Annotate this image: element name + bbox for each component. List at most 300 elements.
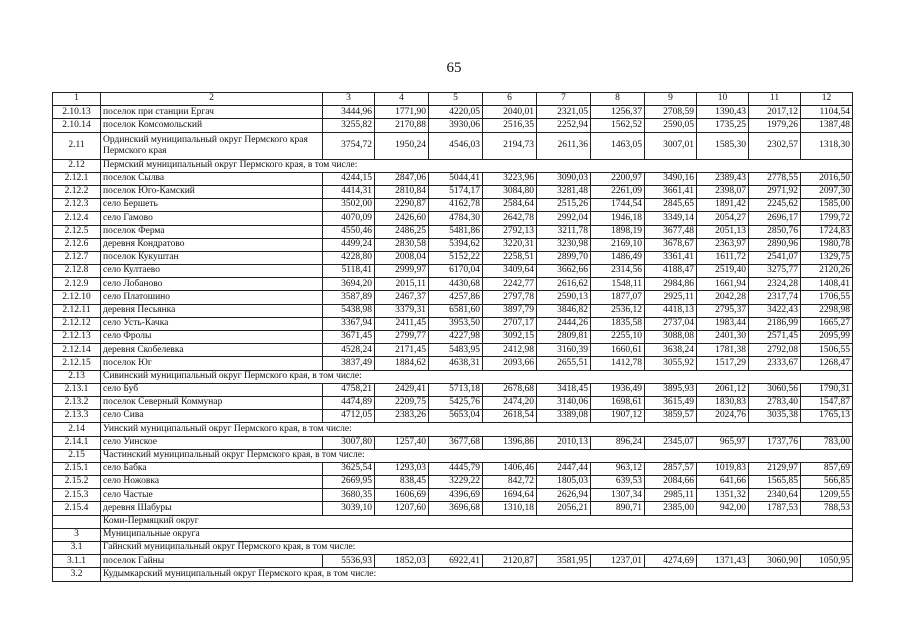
value-cell: 3615,49 (645, 396, 697, 409)
value-cell: 2015,11 (375, 278, 429, 291)
value-cell: 2696,17 (749, 212, 801, 225)
row-code-cell: 3.1 (53, 542, 101, 555)
value-cell: 2474,20 (483, 396, 537, 409)
value-cell: 4257,86 (429, 291, 483, 304)
table-row (53, 344, 853, 357)
value-cell: 1050,95 (801, 555, 853, 568)
value-cell: 2324,28 (749, 278, 801, 291)
value-cell: 2669,95 (323, 476, 375, 489)
value-cell: 3754,72 (323, 132, 375, 159)
table-row (53, 462, 853, 475)
value-cell: 942,00 (697, 502, 749, 515)
value-cell: 2707,17 (483, 317, 537, 330)
row-code-cell: 2.13.3 (53, 410, 101, 423)
value-cell: 3422,43 (749, 304, 801, 317)
table-row (53, 476, 853, 489)
value-cell: 2389,43 (697, 172, 749, 185)
row-code-cell: 2.12.14 (53, 344, 101, 357)
header-cell: 6 (483, 93, 537, 106)
value-cell: 2778,55 (749, 172, 801, 185)
settlement-name-cell (101, 132, 323, 159)
value-cell: 3349,14 (645, 212, 697, 225)
value-cell: 2340,64 (749, 489, 801, 502)
value-cell: 2899,70 (537, 251, 591, 264)
value-cell: 1765,13 (801, 410, 853, 423)
table-row (53, 331, 853, 344)
table-row (53, 185, 853, 198)
section-row (53, 449, 853, 462)
value-cell: 2008,04 (375, 251, 429, 264)
value-cell: 4244,15 (323, 172, 375, 185)
value-cell: 2429,41 (375, 383, 429, 396)
value-cell: 1950,24 (375, 132, 429, 159)
value-cell: 2737,04 (645, 317, 697, 330)
table-row (53, 119, 853, 132)
section-title-cell: Кудымкарский муниципальный округ Пермского края, в том числе: (101, 568, 853, 581)
value-cell: 2252,94 (537, 119, 591, 132)
row-code-cell: 3.1.1 (53, 555, 101, 568)
value-cell: 5174,17 (429, 185, 483, 198)
value-cell: 1387,48 (801, 119, 853, 132)
value-cell: 3275,77 (749, 265, 801, 278)
value-cell: 3090,03 (537, 172, 591, 185)
row-code-cell: 2.12.15 (53, 357, 101, 370)
value-cell: 2345,07 (645, 436, 697, 449)
value-cell: 2999,97 (375, 265, 429, 278)
settlement-name-cell: деревня Скобелевка (101, 344, 323, 357)
value-cell: 1983,44 (697, 317, 749, 330)
value-cell: 1790,31 (801, 383, 853, 396)
value-cell: 566,85 (801, 476, 853, 489)
row-code-cell: 2.15.3 (53, 489, 101, 502)
value-cell: 2383,26 (375, 410, 429, 423)
section-row (53, 515, 853, 528)
value-cell: 1547,87 (801, 396, 853, 409)
value-cell: 1548,11 (591, 278, 645, 291)
value-cell: 2678,68 (483, 383, 537, 396)
value-cell: 3897,79 (483, 304, 537, 317)
value-cell: 2486,25 (375, 225, 429, 238)
value-cell: 2792,13 (483, 225, 537, 238)
value-cell: 1585,00 (801, 199, 853, 212)
value-cell: 1891,42 (697, 199, 749, 212)
row-code-cell: 2.13.1 (53, 383, 101, 396)
row-code-cell: 2.15.4 (53, 502, 101, 515)
value-cell: 1517,29 (697, 357, 749, 370)
value-cell: 2084,66 (645, 476, 697, 489)
settlement-name-cell: село Бабка (101, 462, 323, 475)
value-cell: 1805,03 (537, 476, 591, 489)
value-cell: 2120,26 (801, 265, 853, 278)
value-cell: 1694,64 (483, 489, 537, 502)
value-cell: 3229,22 (429, 476, 483, 489)
value-cell: 2010,13 (537, 436, 591, 449)
value-cell: 5152,22 (429, 251, 483, 264)
value-cell: 2616,62 (537, 278, 591, 291)
value-cell: 4758,21 (323, 383, 375, 396)
value-cell: 2040,01 (483, 106, 537, 119)
value-cell: 3140,06 (537, 396, 591, 409)
row-code-cell: 2.13 (53, 370, 101, 383)
value-cell: 3671,45 (323, 331, 375, 344)
value-cell: 3678,67 (645, 238, 697, 251)
settlement-name-cell: село Култаево (101, 265, 323, 278)
value-cell: 2095,99 (801, 331, 853, 344)
section-row (53, 568, 853, 581)
value-cell: 2321,05 (537, 106, 591, 119)
value-cell: 2333,67 (749, 357, 801, 370)
value-cell: 1980,78 (801, 238, 853, 251)
value-cell: 2411,45 (375, 317, 429, 330)
row-code-cell: 2.12.8 (53, 265, 101, 278)
value-cell: 4228,80 (323, 251, 375, 264)
table-row (53, 291, 853, 304)
settlement-name-cell: село Фролы (101, 331, 323, 344)
value-cell: 3092,15 (483, 331, 537, 344)
value-cell: 1898,19 (591, 225, 645, 238)
value-cell: 1835,58 (591, 317, 645, 330)
value-cell: 2255,10 (591, 331, 645, 344)
value-cell: 838,45 (375, 476, 429, 489)
value-cell: 3837,49 (323, 357, 375, 370)
row-code-cell: 2.12.11 (53, 304, 101, 317)
value-cell: 1562,52 (591, 119, 645, 132)
table-row (53, 251, 853, 264)
section-title-cell: Муниципальные округа (101, 528, 853, 541)
value-cell: 3677,68 (429, 436, 483, 449)
value-cell: 1706,55 (801, 291, 853, 304)
row-code-cell: 2.12.10 (53, 291, 101, 304)
value-cell: 1406,46 (483, 462, 537, 475)
value-cell: 783,00 (801, 436, 853, 449)
value-cell: 3696,68 (429, 502, 483, 515)
value-cell: 2590,13 (537, 291, 591, 304)
row-code-cell: 2.14 (53, 423, 101, 436)
value-cell: 857,69 (801, 462, 853, 475)
header-cell: 10 (697, 93, 749, 106)
settlement-name-cell: поселок Северный Коммунар (101, 396, 323, 409)
row-code-cell: 2.12.5 (53, 225, 101, 238)
table-row (53, 436, 853, 449)
section-row (53, 542, 853, 555)
header-cell: 3 (323, 93, 375, 106)
value-cell: 1735,25 (697, 119, 749, 132)
value-cell: 3223,96 (483, 172, 537, 185)
settlement-name-cell: поселок Кукуштан (101, 251, 323, 264)
value-cell: 3502,00 (323, 199, 375, 212)
value-cell: 4418,13 (645, 304, 697, 317)
table-row (53, 199, 853, 212)
table-row (53, 172, 853, 185)
value-cell: 2186,99 (749, 317, 801, 330)
table-header-row (53, 93, 853, 106)
value-cell: 963,12 (591, 462, 645, 475)
value-cell: 2611,36 (537, 132, 591, 159)
value-cell: 3361,41 (645, 251, 697, 264)
value-cell: 4274,69 (645, 555, 697, 568)
value-cell: 1307,34 (591, 489, 645, 502)
value-cell: 3389,08 (537, 410, 591, 423)
value-cell: 2298,98 (801, 304, 853, 317)
row-code-cell: 2.12.12 (53, 317, 101, 330)
value-cell: 2992,04 (537, 212, 591, 225)
value-cell: 2642,78 (483, 212, 537, 225)
value-cell: 1877,07 (591, 291, 645, 304)
header-cell: 7 (537, 93, 591, 106)
value-cell: 2444,26 (537, 317, 591, 330)
value-cell: 3084,80 (483, 185, 537, 198)
value-cell: 2708,59 (645, 106, 697, 119)
value-cell: 2258,51 (483, 251, 537, 264)
value-cell: 1698,61 (591, 396, 645, 409)
value-cell: 2655,51 (537, 357, 591, 370)
value-cell: 2792,08 (749, 344, 801, 357)
settlement-name-cell: поселок Комсомольский (101, 119, 323, 132)
value-cell: 3490,16 (645, 172, 697, 185)
value-cell: 1412,78 (591, 357, 645, 370)
value-cell: 1737,76 (749, 436, 801, 449)
value-cell: 2799,77 (375, 331, 429, 344)
settlement-name-cell: село Буб (101, 383, 323, 396)
value-cell: 2017,12 (749, 106, 801, 119)
value-cell: 1408,41 (801, 278, 853, 291)
value-cell: 2515,26 (537, 199, 591, 212)
value-cell: 1486,49 (591, 251, 645, 264)
value-cell: 1771,90 (375, 106, 429, 119)
table-row (53, 410, 853, 423)
value-cell: 2516,35 (483, 119, 537, 132)
value-cell: 2857,57 (645, 462, 697, 475)
value-cell: 1019,83 (697, 462, 749, 475)
value-cell: 2245,62 (749, 199, 801, 212)
value-cell: 3255,82 (323, 119, 375, 132)
table-row (53, 225, 853, 238)
value-cell: 2590,05 (645, 119, 697, 132)
value-cell: 1852,03 (375, 555, 429, 568)
value-cell: 2401,30 (697, 331, 749, 344)
value-cell: 3662,66 (537, 265, 591, 278)
value-cell: 2314,56 (591, 265, 645, 278)
value-cell: 1830,83 (697, 396, 749, 409)
value-cell: 4162,78 (429, 199, 483, 212)
header-cell: 5 (429, 93, 483, 106)
value-cell: 3211,78 (537, 225, 591, 238)
value-cell: 1396,86 (483, 436, 537, 449)
value-cell: 2261,09 (591, 185, 645, 198)
value-cell: 5118,41 (323, 265, 375, 278)
value-cell: 6170,04 (429, 265, 483, 278)
value-cell: 2795,37 (697, 304, 749, 317)
value-cell: 3694,20 (323, 278, 375, 291)
value-cell: 2317,74 (749, 291, 801, 304)
row-code-cell: 2.12.9 (53, 278, 101, 291)
value-cell: 1799,72 (801, 212, 853, 225)
value-cell: 1104,54 (801, 106, 853, 119)
value-cell: 1256,37 (591, 106, 645, 119)
value-cell: 2242,77 (483, 278, 537, 291)
row-code-cell (53, 515, 101, 528)
value-cell: 2385,00 (645, 502, 697, 515)
value-cell: 2541,07 (749, 251, 801, 264)
value-cell: 3035,38 (749, 410, 801, 423)
table-row (53, 383, 853, 396)
row-code-cell: 2.12 (53, 159, 101, 172)
value-cell: 1310,18 (483, 502, 537, 515)
value-cell: 4227,98 (429, 331, 483, 344)
table-row (53, 106, 853, 119)
value-cell: 1724,83 (801, 225, 853, 238)
value-cell: 890,71 (591, 502, 645, 515)
value-cell: 3661,41 (645, 185, 697, 198)
value-cell: 3895,93 (645, 383, 697, 396)
value-cell: 2412,98 (483, 344, 537, 357)
table-row (53, 265, 853, 278)
value-cell: 1781,38 (697, 344, 749, 357)
value-cell: 5536,93 (323, 555, 375, 568)
value-cell: 3409,64 (483, 265, 537, 278)
value-cell: 2783,40 (749, 396, 801, 409)
value-cell: 2985,11 (645, 489, 697, 502)
value-cell: 4430,68 (429, 278, 483, 291)
value-cell: 1318,30 (801, 132, 853, 159)
row-code-cell: 2.12.4 (53, 212, 101, 225)
header-cell: 8 (591, 93, 645, 106)
value-cell: 1209,55 (801, 489, 853, 502)
value-cell: 3859,57 (645, 410, 697, 423)
value-cell: 1606,69 (375, 489, 429, 502)
value-cell: 4528,24 (323, 344, 375, 357)
value-cell: 3638,24 (645, 344, 697, 357)
value-cell: 3444,96 (323, 106, 375, 119)
row-code-cell: 2.14.1 (53, 436, 101, 449)
value-cell: 4499,24 (323, 238, 375, 251)
value-cell: 2398,07 (697, 185, 749, 198)
value-cell: 1293,03 (375, 462, 429, 475)
value-cell: 4414,31 (323, 185, 375, 198)
value-cell: 1946,18 (591, 212, 645, 225)
value-cell: 2519,40 (697, 265, 749, 278)
value-cell: 2097,30 (801, 185, 853, 198)
value-cell: 5481,86 (429, 225, 483, 238)
row-code-cell: 2.15.1 (53, 462, 101, 475)
table-row (53, 278, 853, 291)
value-cell: 1351,32 (697, 489, 749, 502)
table-row (53, 132, 853, 159)
table-row (53, 555, 853, 568)
settlement-name-cell: поселок Гайны (101, 555, 323, 568)
value-cell: 2536,12 (591, 304, 645, 317)
row-code-cell: 2.15 (53, 449, 101, 462)
value-cell: 2200,97 (591, 172, 645, 185)
table-row (53, 212, 853, 225)
row-code-cell: 2.10.13 (53, 106, 101, 119)
value-cell: 2584,64 (483, 199, 537, 212)
value-cell: 2850,76 (749, 225, 801, 238)
value-cell: 3230,98 (537, 238, 591, 251)
row-code-cell: 2.12.7 (53, 251, 101, 264)
value-cell: 1661,94 (697, 278, 749, 291)
value-cell: 1611,72 (697, 251, 749, 264)
value-cell: 1268,47 (801, 357, 853, 370)
value-cell: 1329,75 (801, 251, 853, 264)
settlement-name-cell: поселок Юг (101, 357, 323, 370)
value-cell: 2984,86 (645, 278, 697, 291)
header-cell: 12 (801, 93, 853, 106)
page-number: 65 (446, 60, 462, 76)
table-row (53, 304, 853, 317)
value-cell: 4188,47 (645, 265, 697, 278)
value-cell: 3680,35 (323, 489, 375, 502)
settlement-name-cell: село Бершеть (101, 199, 323, 212)
value-cell: 6581,60 (429, 304, 483, 317)
value-cell: 2056,21 (537, 502, 591, 515)
value-cell: 2447,44 (537, 462, 591, 475)
header-cell: 2 (101, 93, 323, 106)
value-cell: 4784,30 (429, 212, 483, 225)
settlement-name-text: Ординский муниципальный округ Пермского края Пермского края (103, 134, 308, 156)
value-cell: 1979,26 (749, 119, 801, 132)
row-code-cell: 2.12.1 (53, 172, 101, 185)
value-cell: 1787,53 (749, 502, 801, 515)
section-row (53, 370, 853, 383)
value-cell: 4396,69 (429, 489, 483, 502)
value-cell: 2170,88 (375, 119, 429, 132)
value-cell: 2129,97 (749, 462, 801, 475)
section-title-cell: Уинский муниципальный округ Пермского края, в том числе: (101, 423, 853, 436)
value-cell: 1665,27 (801, 317, 853, 330)
section-title-cell: Коми-Пермяцкий округ (101, 515, 853, 528)
header-cell: 1 (53, 93, 101, 106)
value-cell: 3060,90 (749, 555, 801, 568)
settlement-name-cell: поселок Юго-Камский (101, 185, 323, 198)
table-row (53, 489, 853, 502)
value-cell: 3587,89 (323, 291, 375, 304)
value-cell: 2016,50 (801, 172, 853, 185)
value-cell: 2054,27 (697, 212, 749, 225)
settlement-name-cell: деревня Шабуры (101, 502, 323, 515)
value-cell: 4550,46 (323, 225, 375, 238)
value-cell: 3581,95 (537, 555, 591, 568)
value-cell: 5653,04 (429, 410, 483, 423)
section-row (53, 528, 853, 541)
value-cell: 3220,31 (483, 238, 537, 251)
value-cell: 1463,05 (591, 132, 645, 159)
value-cell: 2890,96 (749, 238, 801, 251)
row-code-cell: 2.13.2 (53, 396, 101, 409)
table-row (53, 396, 853, 409)
table-row (53, 357, 853, 370)
value-cell: 2797,78 (483, 291, 537, 304)
row-code-cell: 2.12.3 (53, 199, 101, 212)
value-cell: 3379,31 (375, 304, 429, 317)
value-cell: 3953,50 (429, 317, 483, 330)
value-cell: 3625,54 (323, 462, 375, 475)
value-cell: 2169,10 (591, 238, 645, 251)
value-cell: 639,53 (591, 476, 645, 489)
value-cell: 2042,28 (697, 291, 749, 304)
settlement-name-cell: село Гамово (101, 212, 323, 225)
header-cell: 4 (375, 93, 429, 106)
settlement-name-cell: поселок Ферма (101, 225, 323, 238)
row-code-cell: 2.11 (53, 132, 101, 159)
value-cell: 641,66 (697, 476, 749, 489)
value-cell: 3007,01 (645, 132, 697, 159)
value-cell: 1907,12 (591, 410, 645, 423)
value-cell: 2571,45 (749, 331, 801, 344)
value-cell: 2061,12 (697, 383, 749, 396)
value-cell: 2830,58 (375, 238, 429, 251)
value-cell: 2847,06 (375, 172, 429, 185)
